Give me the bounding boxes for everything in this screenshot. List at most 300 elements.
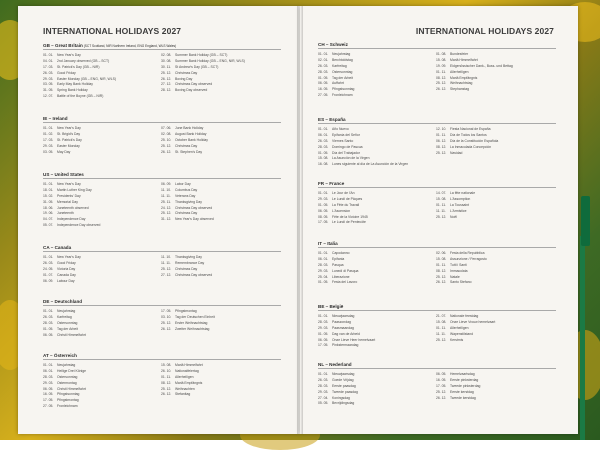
- holiday-row: [436, 87, 554, 93]
- country-heading: [318, 304, 556, 309]
- holiday-date: 26. 03.: [318, 63, 329, 68]
- holiday-name: Canada Day: [57, 272, 76, 277]
- holiday-date: 08. 12.: [436, 75, 447, 80]
- elastic-closure[interactable]: [581, 196, 590, 246]
- holiday-columns: [43, 309, 281, 338]
- holiday-date: 01. 01.: [318, 191, 329, 195]
- holiday-date: 06. 05.: [43, 332, 54, 337]
- left-page: [18, 6, 300, 434]
- holiday-name: Fiesta Nacional de España: [450, 127, 491, 131]
- holiday-name: New Year's Day: [57, 255, 81, 259]
- holiday-name: Dag van de Arbeid: [332, 331, 360, 336]
- holiday-name: Viernes Santo: [332, 138, 354, 143]
- country-section: [318, 362, 556, 407]
- holiday-name: Spring Bank Holiday: [57, 88, 88, 93]
- holiday-name: Christmas Day: [175, 211, 198, 216]
- country-name: CH – Schweiz: [318, 42, 348, 47]
- holiday-date: 02. 08.: [161, 131, 172, 136]
- holiday-date: 15. 08.: [436, 57, 447, 62]
- country-section: [318, 241, 556, 286]
- holiday-name: Goede Vrijdag: [332, 377, 354, 382]
- holiday-date: 26. 12.: [161, 326, 172, 331]
- holiday-date: 15. 02.: [43, 193, 54, 198]
- holiday-name: New Year's Day: [57, 182, 81, 186]
- holiday-date: 25. 12.: [436, 337, 447, 342]
- holiday-name: Nationale feestdag: [450, 314, 479, 318]
- elastic-band: [580, 236, 585, 440]
- holiday-date: 05. 07.: [43, 223, 54, 228]
- holiday-date: 26. 12.: [161, 76, 172, 81]
- holiday-date: 06. 05.: [318, 337, 329, 342]
- holiday-name: Onze Lieve Heer hemelvaart: [332, 337, 376, 342]
- holiday-date: 05. 05.: [318, 401, 329, 406]
- holiday-date: 29. 03.: [43, 143, 54, 148]
- holiday-name: Auffahrt: [332, 81, 344, 86]
- country-section: [43, 353, 281, 410]
- holiday-date: 26. 12.: [436, 395, 447, 400]
- section-divider: [318, 368, 556, 369]
- holiday-date: 28. 12.: [161, 88, 172, 93]
- holiday-name: Ostersonntag: [332, 69, 353, 74]
- holiday-name: Noël: [450, 214, 457, 219]
- holiday-name: L'Assomption: [450, 196, 471, 201]
- holiday-date: 01. 11.: [436, 69, 447, 74]
- holiday-name: Eidgenössischer Dank-, Buss- und Bettag: [450, 63, 513, 68]
- holiday-column: [161, 126, 279, 155]
- holiday-name: Tag der Deutschen Einheit: [175, 314, 215, 319]
- holiday-column: [318, 127, 436, 168]
- holiday-row: [161, 217, 279, 223]
- holiday-name: Thanksgiving Day: [175, 199, 202, 204]
- holiday-date: 27. 04.: [318, 395, 329, 400]
- holiday-name: Christmas Day observed: [175, 272, 213, 277]
- holiday-row: [43, 94, 161, 100]
- section-divider: [43, 251, 281, 252]
- holiday-name: Kerstmis: [450, 337, 464, 342]
- holiday-date: 31. 05.: [43, 199, 54, 204]
- holiday-date: 08. 12.: [436, 144, 447, 149]
- section-divider: [43, 122, 281, 123]
- holiday-name: Nieuwjaarsdag: [332, 372, 355, 376]
- holiday-date: 01. 05.: [318, 150, 329, 155]
- holiday-date: 08. 12.: [161, 380, 172, 385]
- holiday-name: Mariä Himmelfahrt: [450, 57, 478, 62]
- country-name: BE – België: [318, 304, 344, 309]
- holiday-row: [43, 279, 161, 285]
- holiday-columns: [43, 182, 281, 229]
- holiday-name: Mariä Himmelfahrt: [175, 363, 203, 367]
- holiday-date: 02. 06.: [436, 251, 447, 255]
- holiday-date: 11. 10.: [161, 187, 172, 192]
- holiday-name: Christmas Day: [175, 143, 198, 148]
- holiday-name: St. Patrick's Day (GB – NIR): [57, 64, 100, 69]
- holiday-name: La fête nationale: [450, 191, 476, 195]
- holiday-date: 27. 05.: [318, 93, 329, 98]
- holiday-name: Le Jour de l'An: [332, 191, 355, 195]
- holiday-name: Christmas Day: [175, 266, 198, 271]
- holiday-name: Tweede paasdag: [332, 389, 358, 394]
- holiday-date: 14. 07.: [436, 191, 447, 195]
- holiday-row: [43, 223, 161, 229]
- holiday-name: Christmas Day observed: [175, 205, 213, 210]
- holiday-date: 08. 05.: [318, 214, 329, 219]
- holiday-date: 03. 05.: [43, 82, 54, 87]
- holiday-columns: [318, 127, 556, 168]
- holiday-date: 25. 12.: [161, 211, 172, 216]
- country-heading: [318, 362, 556, 367]
- holiday-name: Año Nuevo: [332, 127, 349, 131]
- section-divider: [43, 359, 281, 360]
- holiday-date: 28. 03.: [318, 383, 329, 388]
- holiday-column: [318, 191, 436, 226]
- section-divider: [318, 48, 556, 49]
- holiday-date: 01. 05.: [43, 326, 54, 331]
- holiday-row: [161, 88, 279, 94]
- holiday-date: 29. 03.: [318, 268, 329, 273]
- holiday-name: Labour Day: [57, 278, 75, 283]
- holiday-column: [436, 52, 554, 99]
- country-section: [318, 181, 556, 226]
- country-section: [43, 245, 281, 284]
- holiday-date: 19. 09.: [436, 63, 447, 68]
- holiday-date: 25. 12.: [161, 320, 172, 325]
- left-page-title: INTERNATIONAL HOLIDAYS 2027: [43, 26, 182, 36]
- holiday-date: 01. 01.: [318, 52, 329, 56]
- country-name: DE – Deutschland: [43, 299, 83, 304]
- holiday-date: 25. 12.: [161, 143, 172, 148]
- holiday-name: October Bank Holiday: [175, 137, 208, 142]
- holiday-name: Battle of the Boyne (GB – NIR): [57, 94, 104, 99]
- holiday-column: [161, 309, 279, 338]
- holiday-date: 15. 08.: [436, 319, 447, 324]
- holiday-date: 01. 11.: [436, 262, 447, 267]
- holiday-date: 01. 01.: [43, 309, 54, 313]
- holiday-date: 25. 04.: [318, 274, 329, 279]
- holiday-name: Weihnachten: [175, 386, 195, 391]
- holiday-date: 01. 05.: [318, 331, 329, 336]
- holiday-name: La Fête du Travail: [332, 202, 360, 207]
- holiday-date: 06. 05.: [43, 386, 54, 391]
- holiday-date: 06. 01.: [43, 368, 54, 373]
- section-divider: [43, 305, 281, 306]
- holiday-row: [43, 150, 161, 156]
- holiday-date: 15. 08.: [436, 196, 447, 201]
- holiday-name: Christi Himmelfahrt: [57, 386, 86, 391]
- holiday-date: 16. 05.: [318, 87, 329, 92]
- holiday-name: Pfingstmontag: [57, 398, 79, 403]
- holiday-name: Nationalfeiertag: [175, 368, 199, 373]
- holiday-name: Lunedì di Pasqua: [332, 268, 359, 273]
- holiday-date: 26. 10.: [161, 368, 172, 373]
- holiday-date: 31. 12.: [161, 217, 172, 222]
- holiday-column: [161, 53, 279, 100]
- section-divider: [318, 247, 556, 248]
- holiday-name: Karfreitag: [332, 63, 347, 68]
- holiday-date: 26. 03.: [318, 377, 329, 382]
- holiday-date: 01. 01.: [318, 251, 329, 255]
- holiday-name: St. Stephen's Day: [175, 149, 203, 154]
- holiday-name: Paaszondag: [332, 319, 351, 324]
- holiday-date: 01. 01.: [43, 255, 54, 259]
- holiday-columns: [318, 191, 556, 226]
- holiday-date: 12. 07.: [43, 94, 54, 99]
- holiday-name: Remembrance Day: [175, 260, 205, 265]
- holiday-date: 06. 01.: [318, 132, 329, 137]
- holiday-date: 25. 12.: [436, 214, 447, 219]
- holiday-date: 16. 05.: [43, 392, 54, 397]
- holiday-name: Allerheiligen: [450, 69, 469, 74]
- country-heading: [43, 353, 281, 358]
- holiday-name: La Toussaint: [450, 202, 469, 207]
- section-divider: [43, 49, 281, 50]
- holiday-name: Presidents' Day: [57, 193, 81, 198]
- country-name: NL – Nederland: [318, 362, 352, 367]
- section-divider: [318, 187, 556, 188]
- holiday-date: 26. 12.: [161, 149, 172, 154]
- holiday-column: [43, 309, 161, 338]
- holiday-date: 28. 03.: [43, 374, 54, 379]
- holiday-name: Ostersonntag: [57, 374, 78, 379]
- holiday-row: [436, 396, 554, 402]
- holiday-row: [318, 220, 436, 226]
- holiday-date: 11. 11.: [161, 260, 171, 265]
- holiday-name: La Asunción de la Virgen: [332, 156, 370, 161]
- holiday-date: 17. 05.: [161, 309, 172, 313]
- holiday-name: Tag der Arbeit: [57, 326, 78, 331]
- holiday-name: Eerste paasdag: [332, 383, 356, 388]
- holiday-date: 12. 10.: [436, 127, 447, 131]
- holiday-date: 29. 03.: [43, 76, 54, 81]
- holiday-name: Christmas Day: [175, 70, 198, 75]
- holiday-date: 01. 11.: [161, 374, 172, 379]
- country-section: [318, 42, 556, 99]
- holiday-name: St Andrew's Day (GB – SCT): [175, 64, 219, 69]
- country-heading: [43, 116, 281, 121]
- country-name: GB – Great Britain: [43, 43, 83, 48]
- holiday-name: Navidad: [450, 150, 463, 155]
- holiday-column: [161, 363, 279, 410]
- holiday-column: [318, 372, 436, 407]
- holiday-row: [43, 404, 161, 410]
- holiday-date: 24. 12.: [161, 205, 172, 210]
- holiday-name: Capodanno: [332, 251, 350, 255]
- country-name: IT – Italia: [318, 241, 338, 246]
- holiday-name: St. Patrick's Day: [57, 137, 82, 142]
- holiday-date: 01. 01.: [43, 53, 54, 57]
- holiday-name: Neujahrstag: [57, 363, 76, 367]
- holiday-columns: [318, 372, 556, 407]
- holiday-date: 01. 02.: [43, 131, 54, 136]
- holiday-column: [436, 191, 554, 226]
- section-divider: [318, 123, 556, 124]
- holiday-name: La Inmaculada Concepción: [450, 144, 492, 149]
- holiday-name: Mariä Empfängnis: [175, 380, 203, 385]
- holiday-date: 26. 12.: [436, 280, 447, 285]
- holiday-name: New Year's Day observed: [175, 217, 214, 222]
- holiday-date: 17. 05.: [318, 220, 329, 225]
- holiday-name: Natale: [450, 274, 460, 279]
- holiday-date: 27. 12.: [161, 82, 172, 87]
- country-heading: [43, 245, 281, 250]
- holiday-name: Día del Trabajador: [332, 150, 360, 155]
- holiday-name: Independence Day observed: [57, 223, 101, 228]
- holiday-column: [43, 126, 161, 155]
- holiday-date: 01. 11.: [436, 132, 447, 137]
- holiday-date: 01. 01.: [318, 314, 329, 318]
- holiday-name: Karfreitag: [57, 314, 72, 319]
- holiday-name: Lunes siguiente al día de La Asunción de la Virgen: [332, 162, 409, 167]
- holiday-row: [318, 93, 436, 99]
- holiday-date: 29. 03.: [318, 196, 329, 201]
- holiday-name: Liberazione: [332, 274, 350, 279]
- holiday-column: [161, 255, 279, 284]
- holiday-date: 01. 05.: [318, 75, 329, 80]
- holiday-date: 11. 11.: [436, 208, 446, 213]
- holiday-name: Berchtoldstag: [332, 57, 353, 62]
- right-page: [300, 6, 578, 434]
- holiday-name: Día de Todos los Santos: [450, 132, 487, 137]
- holiday-date: 25. 12.: [436, 389, 447, 394]
- holiday-name: Tweede pinksterdag: [450, 383, 481, 388]
- holiday-row: [161, 273, 279, 279]
- holiday-date: 16. 08.: [318, 162, 329, 167]
- holiday-date: 01. 07.: [43, 272, 54, 277]
- country-section: [318, 304, 556, 349]
- holiday-name: Neujahrstag: [57, 309, 76, 313]
- holiday-date: 30. 08.: [161, 58, 172, 63]
- holiday-name: Nieuwjaarsdag: [332, 314, 355, 318]
- holiday-name: New Year's Day: [57, 126, 81, 130]
- holiday-row: [436, 215, 554, 221]
- holiday-date: 25. 12.: [161, 386, 172, 391]
- holiday-date: 01. 01.: [43, 182, 54, 186]
- holiday-row: [318, 343, 436, 349]
- holiday-name: Le Lundi de Pentecôte: [332, 220, 366, 225]
- holiday-date: 02. 08.: [161, 53, 172, 57]
- holiday-name: Hemelvaartsdag: [450, 372, 475, 376]
- holiday-name: Juneteenth observed: [57, 205, 89, 210]
- holiday-name: Eerste pinksterdag: [450, 377, 479, 382]
- holiday-name: Tweede kerstdag: [450, 395, 476, 400]
- holiday-date: 18. 01.: [43, 187, 54, 192]
- holiday-date: 15. 08.: [318, 156, 329, 161]
- holiday-date: 19. 06.: [43, 211, 54, 216]
- holiday-date: 25. 12.: [436, 150, 447, 155]
- holiday-name: Día de la Constitución Española: [450, 138, 499, 143]
- holiday-date: 28. 03.: [318, 319, 329, 324]
- holiday-date: 01. 01.: [318, 127, 329, 131]
- holiday-column: [318, 52, 436, 99]
- holiday-row: [43, 333, 161, 339]
- holiday-date: 26. 12.: [161, 392, 172, 397]
- holiday-name: Boxing Day observed: [175, 88, 208, 93]
- holiday-date: 25. 12.: [436, 81, 447, 86]
- holiday-name: Allerheiligen: [450, 325, 469, 330]
- holiday-name: Good Friday: [57, 70, 76, 75]
- holiday-date: 01. 11.: [436, 202, 447, 207]
- holiday-name: Juneteenth: [57, 211, 74, 216]
- holiday-name: Festa del Lavoro: [332, 280, 358, 285]
- holiday-date: 25. 12.: [436, 274, 447, 279]
- holiday-name: Heilige Drei Könige: [57, 368, 87, 373]
- holiday-name: Zweiter Weihnachtstag: [175, 326, 210, 331]
- holiday-date: 08. 12.: [436, 268, 447, 273]
- country-heading: [318, 241, 556, 246]
- holiday-date: 01. 01.: [318, 372, 329, 376]
- holiday-column: [161, 182, 279, 229]
- holiday-name: Pfingstsonntag: [57, 392, 80, 397]
- country-name: FR – France: [318, 181, 345, 186]
- holiday-date: 28. 03.: [318, 144, 329, 149]
- holiday-date: 29. 03.: [318, 325, 329, 330]
- holiday-date: 29. 03.: [43, 380, 54, 385]
- holiday-date: 06. 12.: [436, 138, 447, 143]
- holiday-name: Epifanía del Señor: [332, 132, 360, 137]
- holiday-name: Santo Stefano: [450, 280, 472, 285]
- holiday-name: Stefanitag: [175, 392, 191, 397]
- holiday-row: [318, 401, 436, 407]
- holiday-row: [318, 280, 436, 286]
- holiday-column: [436, 127, 554, 168]
- holiday-name: Pfingstsonntag: [332, 87, 355, 92]
- holiday-date: 15. 08.: [161, 363, 172, 367]
- holiday-name: Labor Day: [175, 182, 191, 186]
- holiday-name: L'Armistice: [450, 208, 467, 213]
- holiday-name: Tag der Arbeit: [332, 75, 353, 80]
- holiday-name: Independence Day: [57, 217, 86, 222]
- holiday-name: Pfingstmontag: [175, 309, 197, 313]
- country-name: AT – Österreich: [43, 353, 77, 358]
- holiday-columns: [43, 126, 281, 155]
- holiday-name: Ostersonntag: [57, 320, 78, 325]
- country-heading: [43, 43, 281, 48]
- holiday-date: 06. 09.: [161, 182, 172, 186]
- holiday-name: Festa della Repubblica: [450, 251, 485, 255]
- holiday-date: 17. 03.: [43, 64, 54, 69]
- holiday-columns: [43, 363, 281, 410]
- holiday-row: [318, 162, 436, 168]
- country-section: [43, 116, 281, 155]
- holiday-date: 02. 01.: [318, 57, 329, 62]
- holiday-name: Columbus Day: [175, 187, 198, 192]
- holiday-name: Paasmaandag: [332, 325, 354, 330]
- holiday-date: 21. 07.: [436, 314, 447, 318]
- holiday-date: 17. 05.: [318, 343, 329, 348]
- holiday-name: Stephanstag: [450, 87, 470, 92]
- holiday-date: 28. 03.: [43, 320, 54, 325]
- holiday-date: 28. 03.: [318, 69, 329, 74]
- holiday-date: 06. 09.: [43, 278, 54, 283]
- holiday-name: Summer Bank Holiday (GB – SCT): [175, 53, 228, 57]
- holiday-date: 26. 12.: [436, 87, 447, 92]
- country-name: CA – Canada: [43, 245, 72, 250]
- holiday-date: 17. 03.: [43, 137, 54, 142]
- holiday-name: St. Brigid's Day: [57, 131, 81, 136]
- country-heading: [318, 117, 556, 122]
- holiday-date: 15. 08.: [436, 256, 447, 261]
- holiday-name: Neujahrstag: [332, 52, 351, 56]
- holiday-row: [436, 151, 554, 157]
- holiday-name: Memorial Day: [57, 199, 78, 204]
- book-spine-shadow: [297, 6, 303, 434]
- holiday-date: 27. 05.: [43, 404, 54, 409]
- country-region-note: (SCT Scotland, NIR Northern Ireland, ENG England, WLS Wales): [82, 44, 177, 48]
- holiday-name: Epifania: [332, 256, 345, 261]
- holiday-date: 06. 01.: [318, 256, 329, 261]
- holiday-date: 03. 10.: [161, 314, 172, 319]
- country-heading: [43, 172, 281, 177]
- holiday-date: 11. 11.: [161, 193, 171, 198]
